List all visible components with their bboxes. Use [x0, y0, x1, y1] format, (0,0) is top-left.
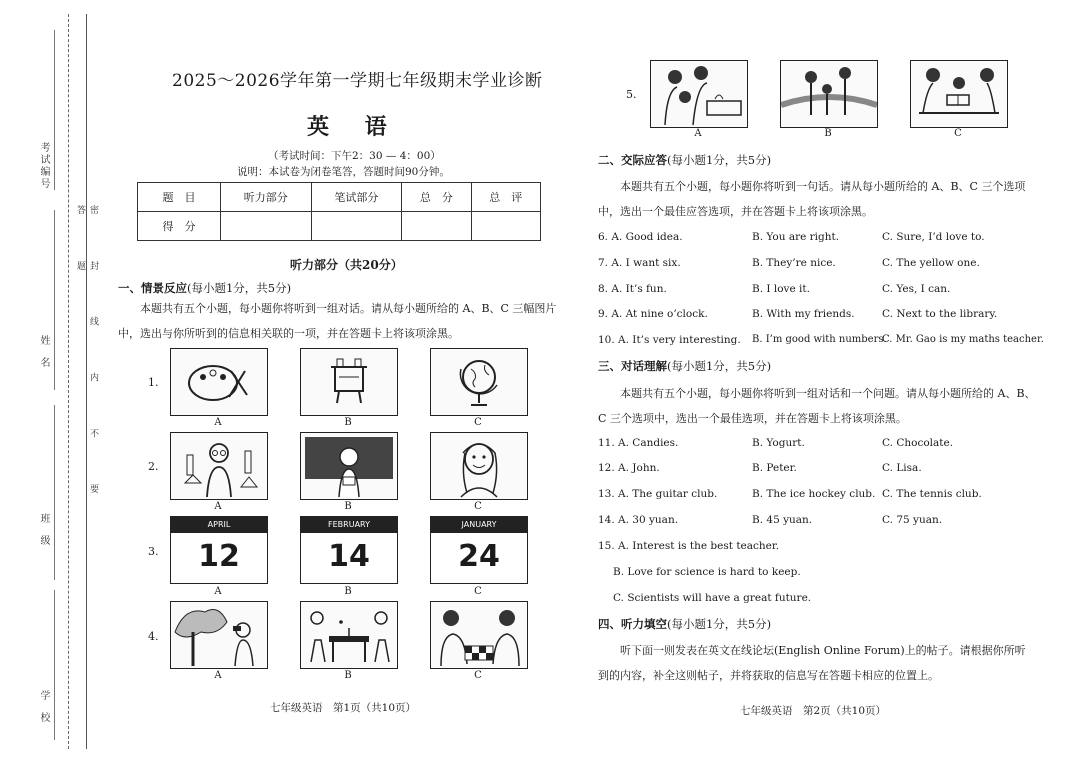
option-label-4b: B: [344, 670, 352, 681]
exam-title: 2025～2026学年第一学期七年级期末学业诊断: [172, 71, 543, 91]
section4-title: 四、听力填空: [598, 617, 667, 631]
q10-option-b[interactable]: B. I’m good with numbers.: [752, 334, 887, 345]
section2-heading: [598, 152, 771, 168]
option-label-5a: A: [694, 128, 702, 139]
option-label-4c: C: [474, 670, 482, 681]
score-cell-listening[interactable]: [221, 212, 312, 241]
picture-3c-calendar[interactable]: [430, 516, 528, 584]
scientist-girl-icon: [171, 433, 267, 499]
q11-option-b[interactable]: B. Yogurt.: [752, 437, 805, 449]
calendar-month-3b: FEBRUARY: [301, 517, 397, 533]
q14-option-b[interactable]: B. 45 yuan.: [752, 514, 813, 526]
palette-icon: [171, 349, 267, 415]
question-number-3: 3.: [148, 545, 159, 558]
q9-option-a[interactable]: 9. A. At nine o’clock.: [598, 308, 708, 320]
school-label: 学校: [38, 690, 49, 734]
birdwatching-icon: [171, 602, 267, 668]
q6-option-b[interactable]: B. You are right.: [752, 231, 840, 243]
picture-1a-palette[interactable]: [170, 348, 268, 416]
class-field[interactable]: [54, 405, 55, 580]
option-label-1c: C: [474, 417, 482, 428]
option-label-2c: C: [474, 501, 482, 512]
picture-3a-calendar[interactable]: [170, 516, 268, 584]
name-label: 姓名: [38, 335, 49, 379]
picture-5a-family-cooking[interactable]: [650, 60, 748, 128]
section2-instruction: 本题共有五个小题，每小题你将听到一句话。请从每小题所给的 A、B、C 三个选项中，选出一个最佳应答选项，并在答题卡上将该项涂黑。: [598, 180, 1026, 218]
picture-2a-scientist[interactable]: [170, 432, 268, 500]
q10-option-c[interactable]: C. Mr. Gao is my maths teacher.: [882, 334, 1044, 345]
q6-option-a[interactable]: 6. A. Good idea.: [598, 231, 683, 243]
chess-players-icon: [431, 602, 527, 668]
q13-option-b[interactable]: B. The ice hockey club.: [752, 488, 876, 500]
section3-title: 三、对话理解: [598, 359, 667, 373]
score-row-label: 得 分: [138, 212, 221, 241]
section1-instruction: 本题共有五个小题，每小题你将听到一组对话。请从每小题所给的 A、B、C 三幅图片中，选出与你所听到的信息相关联的一项，并在答题卡上将该项涂黑。: [118, 302, 557, 340]
picture-4a-birdwatching[interactable]: [170, 601, 268, 669]
section4-score: (每小题1分，共5分): [667, 617, 772, 631]
q12-option-b[interactable]: B. Peter.: [752, 462, 797, 474]
calendar-day-3a: 12: [198, 539, 240, 574]
exam-note: 说明：本试卷为闭卷笔答，答题时间90分钟。: [237, 166, 450, 178]
q8-option-c[interactable]: C. Yes, I can.: [882, 283, 951, 295]
picture-3b-calendar[interactable]: [300, 516, 398, 584]
q15-option-b[interactable]: B. Love for science is hard to keep.: [613, 566, 801, 578]
listening-title: 听力部分（共20分）: [290, 258, 403, 272]
calendar-day-3c: 24: [458, 539, 500, 574]
calendar-month-3c: JANUARY: [431, 517, 527, 533]
ding-vessel-icon: [301, 349, 397, 415]
score-table: [137, 182, 541, 241]
girl-at-blackboard-icon: [301, 433, 397, 499]
q15-option-c[interactable]: C. Scientists will have a great future.: [613, 592, 812, 604]
section3-heading: [598, 358, 771, 374]
q15-option-a[interactable]: 15. A. Interest is the best teacher.: [598, 540, 780, 552]
score-cell-review[interactable]: [471, 212, 540, 241]
q11-option-a[interactable]: 11. A. Candies.: [598, 437, 679, 449]
globe-icon: [431, 349, 527, 415]
q13-option-c[interactable]: C. The tennis club.: [882, 488, 982, 500]
q9-option-c[interactable]: C. Next to the library.: [882, 308, 998, 320]
option-label-1a: A: [214, 417, 222, 428]
q10-option-a[interactable]: 10. A. It’s very interesting.: [598, 334, 741, 346]
picture-2b-girl-blackboard[interactable]: [300, 432, 398, 500]
school-field[interactable]: [54, 590, 55, 740]
section2-score: (每小题1分，共5分): [667, 153, 772, 167]
option-label-3c: C: [474, 586, 482, 597]
class-label: 班级: [38, 513, 49, 557]
exam-time: （考试时间：下午2：30 — 4：00）: [268, 150, 441, 162]
seal-line-outer: [68, 14, 69, 749]
family-reading-icon: [911, 61, 1007, 127]
q12-option-c[interactable]: C. Lisa.: [882, 462, 922, 474]
section1-heading: [118, 280, 291, 296]
option-label-5b: B: [824, 128, 832, 139]
picture-1c-globe[interactable]: [430, 348, 528, 416]
option-label-3b: B: [344, 586, 352, 597]
family-cooking-icon: [651, 61, 747, 127]
q11-option-c[interactable]: C. Chocolate.: [882, 437, 954, 449]
question-number-2: 2.: [148, 460, 159, 473]
q13-option-a[interactable]: 13. A. The guitar club.: [598, 488, 718, 500]
section2-title: 二、交际应答: [598, 153, 667, 167]
q7-option-a[interactable]: 7. A. I want six.: [598, 257, 681, 269]
picture-4b-table-tennis[interactable]: [300, 601, 398, 669]
picture-4c-chess[interactable]: [430, 601, 528, 669]
seal-line-text: 密 封 线 内 不 要 答 题: [75, 205, 98, 516]
question-number-1: 1.: [148, 376, 159, 389]
q6-option-c[interactable]: C. Sure, I’d love to.: [882, 231, 985, 243]
score-cell-total[interactable]: [402, 212, 471, 241]
section3-score: (每小题1分，共5分): [667, 359, 772, 373]
option-label-2a: A: [214, 501, 222, 512]
score-cell-written[interactable]: [311, 212, 402, 241]
family-walking-icon: [781, 61, 877, 127]
q8-option-a[interactable]: 8. A. It’s fun.: [598, 283, 667, 295]
exam-number-field[interactable]: [54, 30, 55, 190]
score-header-listening: 听力部分: [221, 183, 312, 212]
question-number-5: 5.: [626, 88, 637, 101]
q12-option-a[interactable]: 12. A. John.: [598, 462, 660, 474]
subject-title: 英 语: [307, 114, 401, 140]
name-field[interactable]: [54, 210, 55, 390]
section1-score: (每小题1分，共5分): [187, 281, 292, 295]
score-header-review: 总 评: [471, 183, 540, 212]
q7-option-b[interactable]: B. They’re nice.: [752, 257, 836, 269]
option-label-5c: C: [954, 128, 962, 139]
page2-footer: 七年级英语 第2页（共10页）: [740, 705, 887, 717]
q8-option-b[interactable]: B. I love it.: [752, 283, 810, 295]
section3-instruction: 本题共有五个小题，每小题你将听到一组对话和一个问题。请从每小题所给的 A、B、C 三个选项中，选出一个最佳选项，并在答题卡上将该项涂黑。: [598, 387, 1036, 425]
score-header-total: 总 分: [402, 183, 471, 212]
page1-footer: 七年级英语 第1页（共10页）: [270, 702, 417, 714]
option-label-2b: B: [344, 501, 352, 512]
q14-option-a[interactable]: 14. A. 30 yuan.: [598, 514, 679, 526]
smiling-girl-icon: [431, 433, 527, 499]
calendar-day-3b: 14: [328, 539, 370, 574]
score-header-item: 题 目: [138, 183, 221, 212]
section4-heading: [598, 616, 771, 632]
picture-5c-family-reading[interactable]: [910, 60, 1008, 128]
picture-2c-girl-smiling[interactable]: [430, 432, 528, 500]
picture-5b-family-walking[interactable]: [780, 60, 878, 128]
option-label-1b: B: [344, 417, 352, 428]
q7-option-c[interactable]: C. The yellow one.: [882, 257, 980, 269]
q14-option-c[interactable]: C. 75 yuan.: [882, 514, 943, 526]
section1-title: 一、情景反应: [118, 281, 187, 295]
exam-number-label: 考试编号: [38, 142, 49, 190]
question-number-4: 4.: [148, 630, 159, 643]
picture-1b-bronze-ding[interactable]: [300, 348, 398, 416]
table-tennis-icon: [301, 602, 397, 668]
calendar-month-3a: APRIL: [171, 517, 267, 533]
option-label-4a: A: [214, 670, 222, 681]
q9-option-b[interactable]: B. With my friends.: [752, 308, 855, 320]
section4-instruction: 听下面一则发表在英文在线论坛(English Online Forum)上的帖子。请根据你所听到的内容，补全这则帖子，并将获取的信息写在答题卡相应的位置上。: [598, 644, 1026, 682]
score-header-written: 笔试部分: [311, 183, 402, 212]
option-label-3a: A: [214, 586, 222, 597]
